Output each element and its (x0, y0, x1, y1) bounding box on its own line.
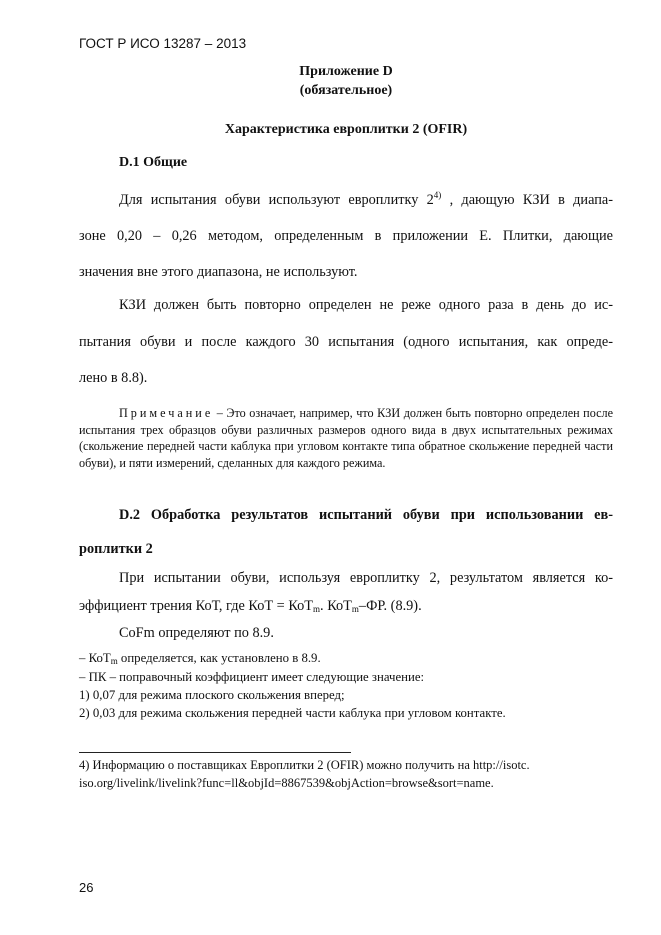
note-label: Примечание (119, 406, 214, 420)
d1-p1-line2: зоне 0,20 – 0,26 методом, определенным в приложении E. Плитки, дающие (79, 228, 613, 244)
note-text: – Это означает, например, что КЗИ должен быть повторно определен после испытания трех образцов обуви различных размеров одного вида в двух испытательных режимах (скольжение передней части каблука при угловом контакте типа обратное скольжение передней части обуви), и пяти измерений, сделанных для каждого режима. (79, 406, 613, 470)
text-span: определяется, как установлено в 8.9. (117, 651, 321, 665)
d2-list-item-3: 1) 0,07 для режима плоского скольжения вперед; (79, 688, 345, 702)
d2-p1-line2 (79, 598, 613, 615)
document-standard-header: ГОСТ Р ИСО 13287 – 2013 (79, 36, 247, 51)
d1-p1-line3: значения вне этого диапазона, не используют. (79, 264, 358, 280)
d1-p2-line1: КЗИ должен быть повторно определен не реже одного раза в день до ис- (119, 297, 613, 313)
footnote-line2: iso.org/livelink/livelink?func=ll&objId=8867539&objAction=browse&sort=name. (79, 776, 494, 790)
d1-p2-line3: лено в 8.8). (79, 370, 148, 386)
page-number: 26 (79, 880, 94, 895)
appendix-subtitle: (обязательное) (299, 83, 393, 98)
d2-heading-line2: роплитки 2 (79, 541, 153, 557)
text-span: . КоТ (320, 598, 352, 614)
footnote-ref: 4) (433, 190, 442, 200)
appendix-title: Приложение D (299, 64, 393, 79)
d2-list-item-4: 2) 0,03 для режима скольжения передней части каблука при угловом контакте. (79, 706, 506, 720)
section-title: Характеристика европлитки 2 (OFIR) (224, 122, 468, 137)
text-span: – КоТ (79, 651, 111, 665)
footnote-separator (79, 752, 351, 753)
d2-heading-line1: D.2 Обработка результатов испытаний обуви при использовании ев- (119, 507, 613, 523)
d2-list-item-2: – ПК – поправочный коэффициент имеет следующие значение: (79, 670, 425, 684)
d1-heading: D.1 Общие (119, 155, 188, 170)
subscript: m (351, 604, 359, 614)
d1-p2-line2: пытания обуви и после каждого 30 испытания (одного испытания, как опреде- (79, 334, 613, 350)
d1-note (79, 405, 613, 471)
footnote-line1: 4) Информацию о поставщиках Европлитки 2 (OFIR) можно получить на http://isotc. (79, 758, 530, 772)
d2-p2: CoFm определяют по 8.9. (119, 625, 274, 641)
d2-list-item-1 (79, 651, 613, 666)
d2-p1-line1: При испытании обуви, используя европлитку 2, результатом является ко- (119, 570, 613, 586)
subscript: m (313, 604, 321, 614)
text-span: эффициент трения КоТ, где КоТ = КоТ (79, 598, 314, 614)
d1-p1-line1 (119, 190, 613, 209)
text-span: , дающую КЗИ в диапа- (441, 192, 614, 208)
subscript: m (110, 656, 118, 666)
text-span: –ФР. (8.9). (358, 598, 422, 614)
text-span: Для испытания обуви используют европлитку 2 (119, 192, 434, 208)
